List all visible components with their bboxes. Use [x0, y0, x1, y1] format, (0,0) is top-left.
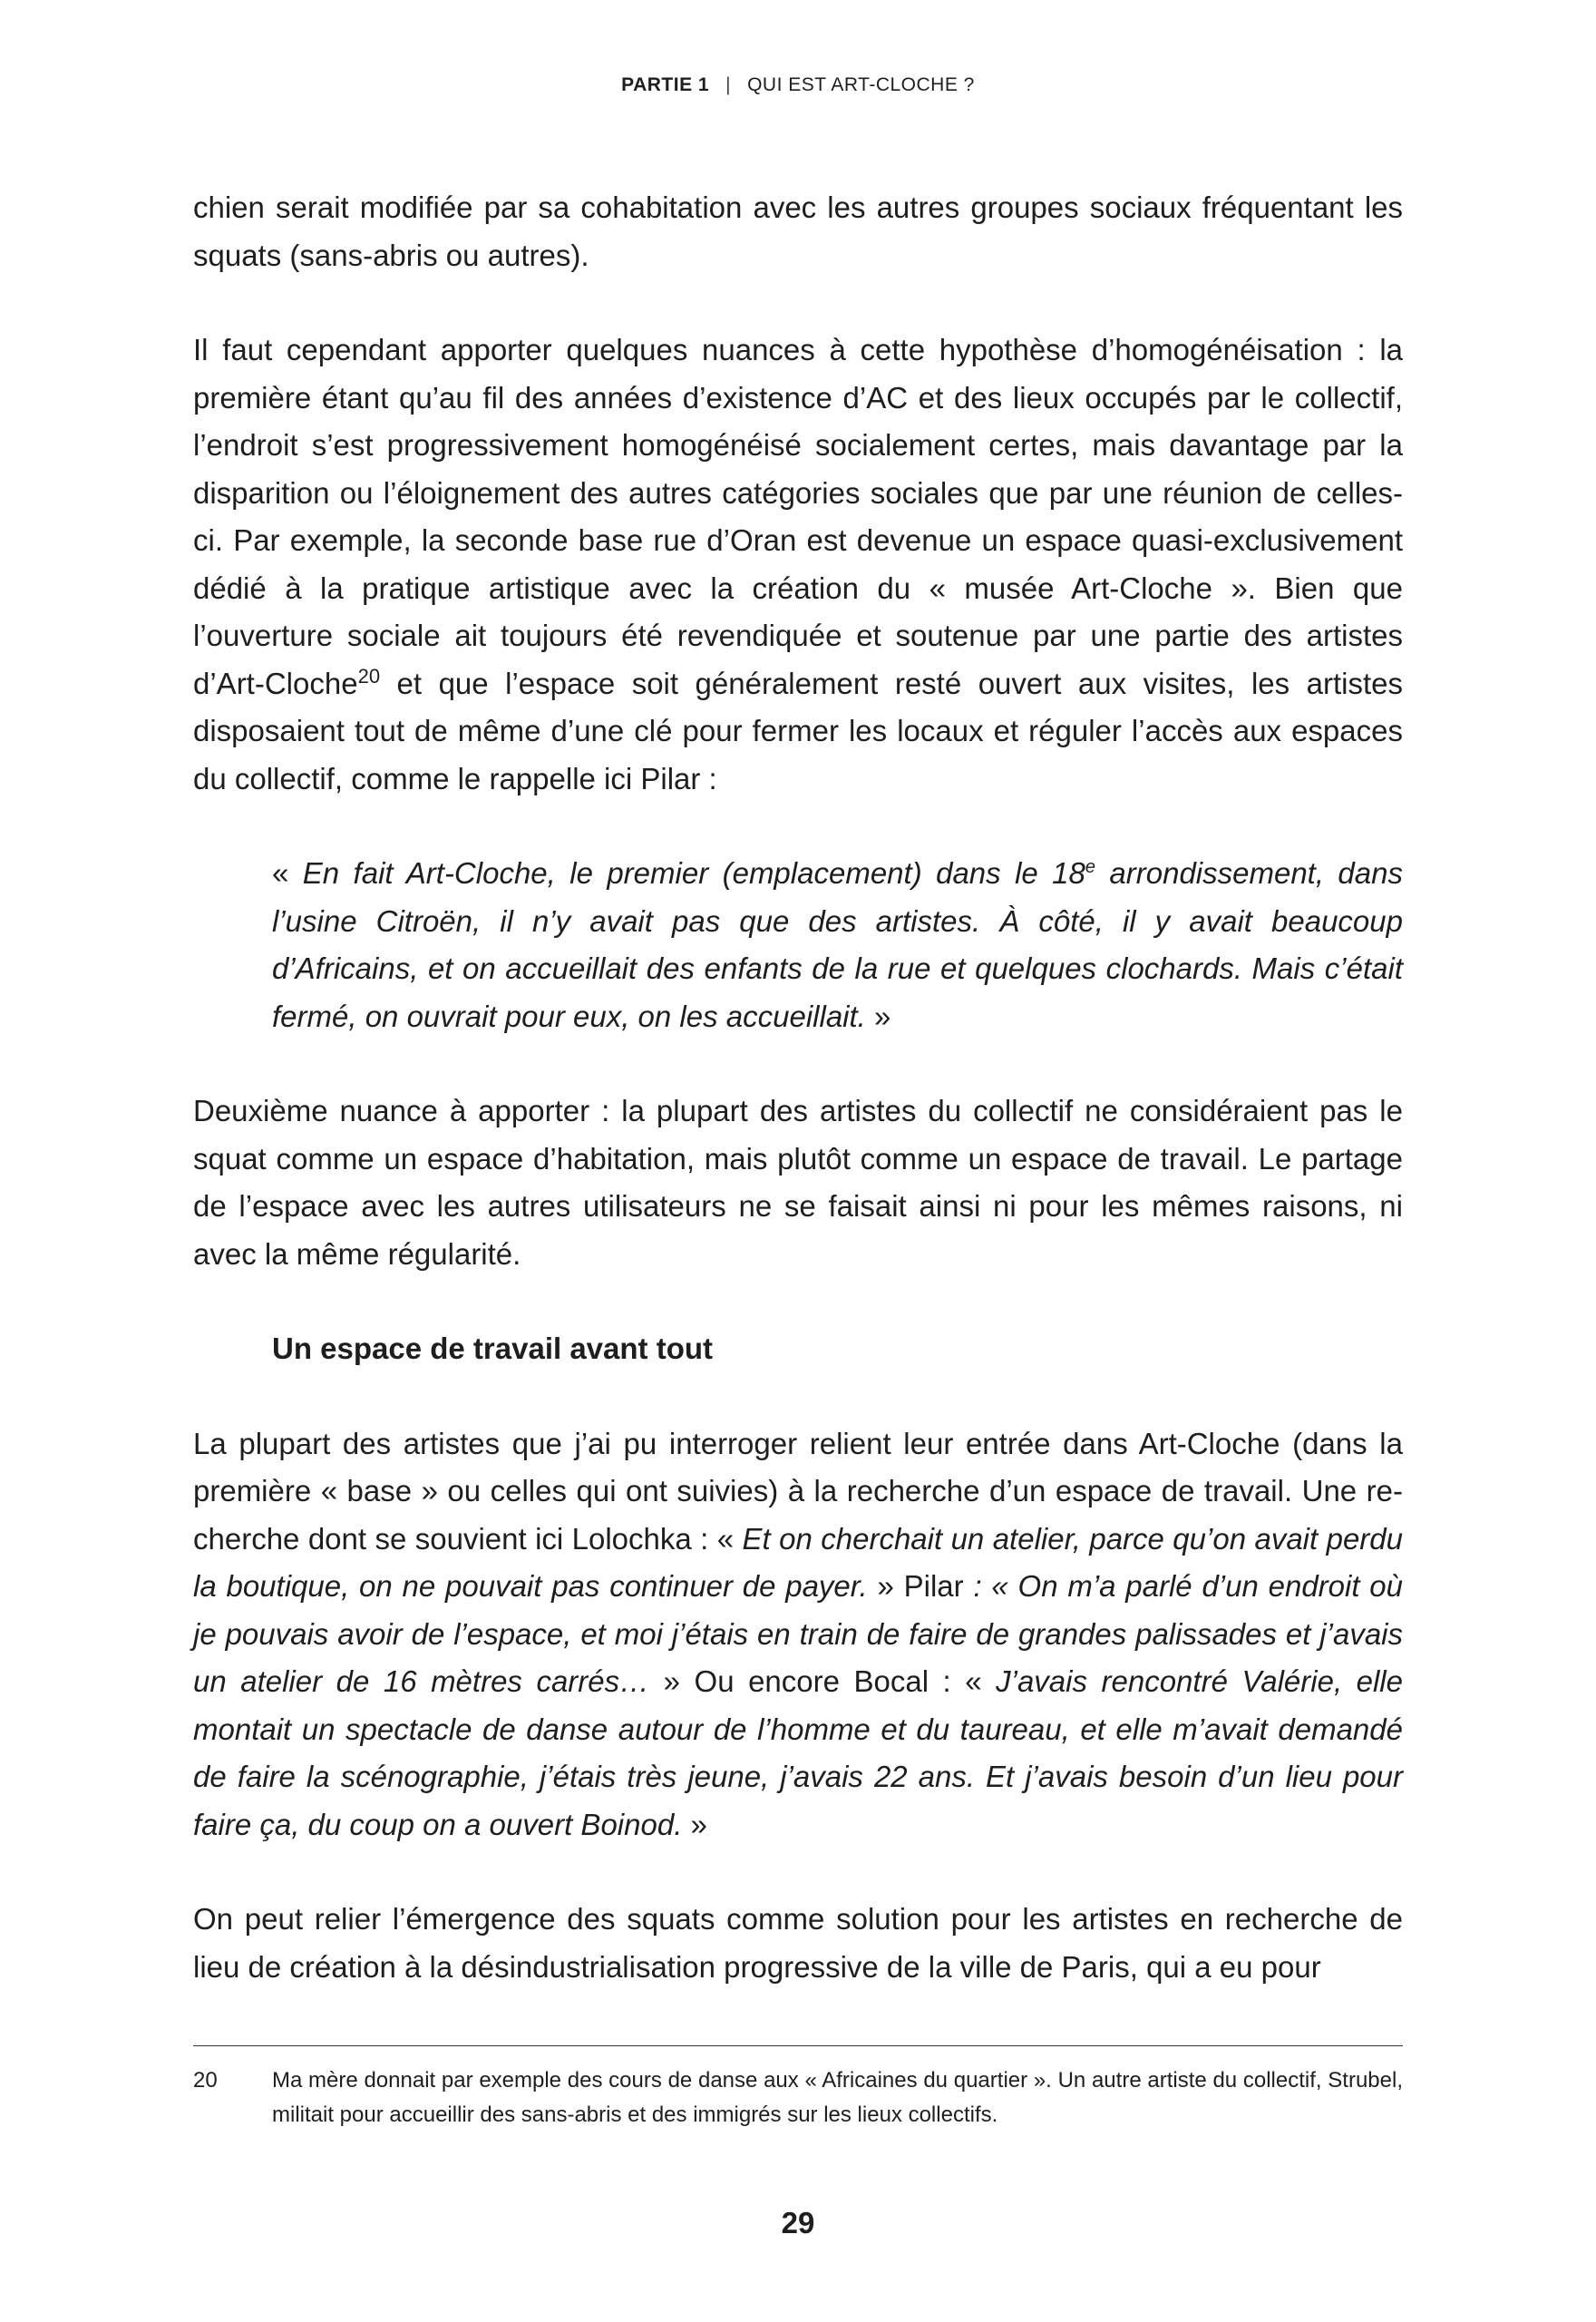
- quote-text-a: En fait Art-Cloche, le premier (emplacement) dans le 18: [302, 856, 1085, 890]
- main-text: [193, 184, 1403, 2038]
- paragraph-5: On peut relier l’émergence des squats comme solution pour les artistes en recherche de lieu de création à la désindustrialisation progressive de la ville de Paris, qui a eu pour: [193, 1902, 1403, 1984]
- running-header: [0, 74, 1596, 96]
- paragraph-1: chien serait modifiée par sa cohabitation avec les autres groupes sociaux fréquentant les squats (sans-abris ou autres).: [193, 190, 1403, 272]
- quote-close-mark: »: [865, 999, 891, 1033]
- quote-open-mark: «: [272, 856, 303, 890]
- paragraph-4-text-c: » Pilar: [867, 1569, 974, 1603]
- footnote-reference: 20: [357, 664, 381, 688]
- page-number: 29: [781, 2206, 815, 2239]
- paragraph-4-quote-bocal: J’avais rencontré Valérie, elle montait un spectacle de danse autour de l’homme et du taureau, et elle m’avait demandé de faire la scénographie, j’étais très jeune, j’avais 22 ans. Et j’avais besoin d’un lieu pour faire ça, du coup on a ouvert Boinod.: [193, 1664, 1403, 1841]
- paragraph-4-quote-lolochka: Et on cherchait un atelier, parce qu’on avait perdu la boutique, on ne pouvait pas continuer de payer.: [193, 1521, 1403, 1603]
- paragraph-3: Deuxième nuance à apporter : la plupart des artistes du collectif ne considéraient pas le squat comme un espace d’habitation, mais plutôt comme un espace de travail. Le partage de l’espace avec les autres utilisateurs ne se faisait ainsi ni pour les mêmes raisons, ni avec la même régularité.: [193, 1094, 1403, 1271]
- paragraph-2: [193, 327, 1403, 803]
- quote-text-b: arrondissement, dans l’usine Citroën, il n’y avait pas que des artistes. À côté, il y avait beaucoup d’Africains, et on accueillait des enfants de la rue et quelques clochards. Mais c’était fermé, on ouvrait pour eux, on les accueillait.: [272, 856, 1403, 1033]
- paragraph-4-text-g: »: [682, 1807, 707, 1841]
- paragraph-4-text-a: La plupart des artistes que j’ai pu interroger relient leur entrée dans Art-Cloche (dans la première « base » ou celles qui ont suivies) à la recherche d’un espace de travail. Une recherche dont se souvient ici Lolochka : «: [193, 1426, 1403, 1556]
- footnote-divider: [193, 2045, 1403, 2046]
- header-part: PARTIE 1: [621, 74, 710, 95]
- footnote-number: 20: [193, 2068, 218, 2093]
- header-separator: |: [725, 74, 732, 95]
- paragraph-2-text-b: et que l’espace soit généralement resté ouvert aux visites, les artistes disposaient tout de même d’une clé pour fermer les locaux et réguler l’accès aux espaces du collectif, comme le rappelle ici Pilar :: [193, 666, 1403, 795]
- block-quote: [272, 850, 1403, 1040]
- paragraph-4-text-e: » Ou encore Bocal : «: [649, 1664, 997, 1698]
- paragraph-4-quote-pilar: : « On m’a parlé d’un endroit où je pouvais avoir de l’espace, et moi j’étais en train de faire de grandes palissades et j’avais un atelier de 16 mètres carrés…: [193, 1569, 1404, 1698]
- header-section-title: QUI EST ART-CLOCHE ?: [747, 74, 975, 95]
- paragraph-2-text-a: Il faut cependant apporter quelques nuances à cette hypothèse d’homogénéisation : la première étant qu’au fil des années d’existence d’AC et des lieux occupés par le collectif, l’endroit s’est progressivement homogénéisé socialement certes, mais davantage par la disparition ou l’éloignement des autres catégories sociales que par une réunion de celles-ci. Par exemple, la seconde base rue d’Oran est devenue un espace quasi-exclusivement dédié à la pratique artistique avec la création du « musée Art-Cloche ». Bien que l’ouverture sociale ait toujours été revendiquée et soutenue par une partie des artistes d’Art-Cloche: [193, 333, 1403, 700]
- footnote-text: Ma mère donnait par exemple des cours de danse aux « Africaines du quartier ». Un autre artiste du collectif, Strubel, militait pour accueillir des sans-abris et des immigrés sur les lieux collectifs.: [272, 2068, 1403, 2127]
- section-subheading: Un espace de travail avant tout: [272, 1332, 713, 1365]
- paragraph-4: [193, 1420, 1403, 1849]
- quote-ordinal-suffix: e: [1085, 857, 1095, 877]
- footnote: [193, 2063, 1403, 2132]
